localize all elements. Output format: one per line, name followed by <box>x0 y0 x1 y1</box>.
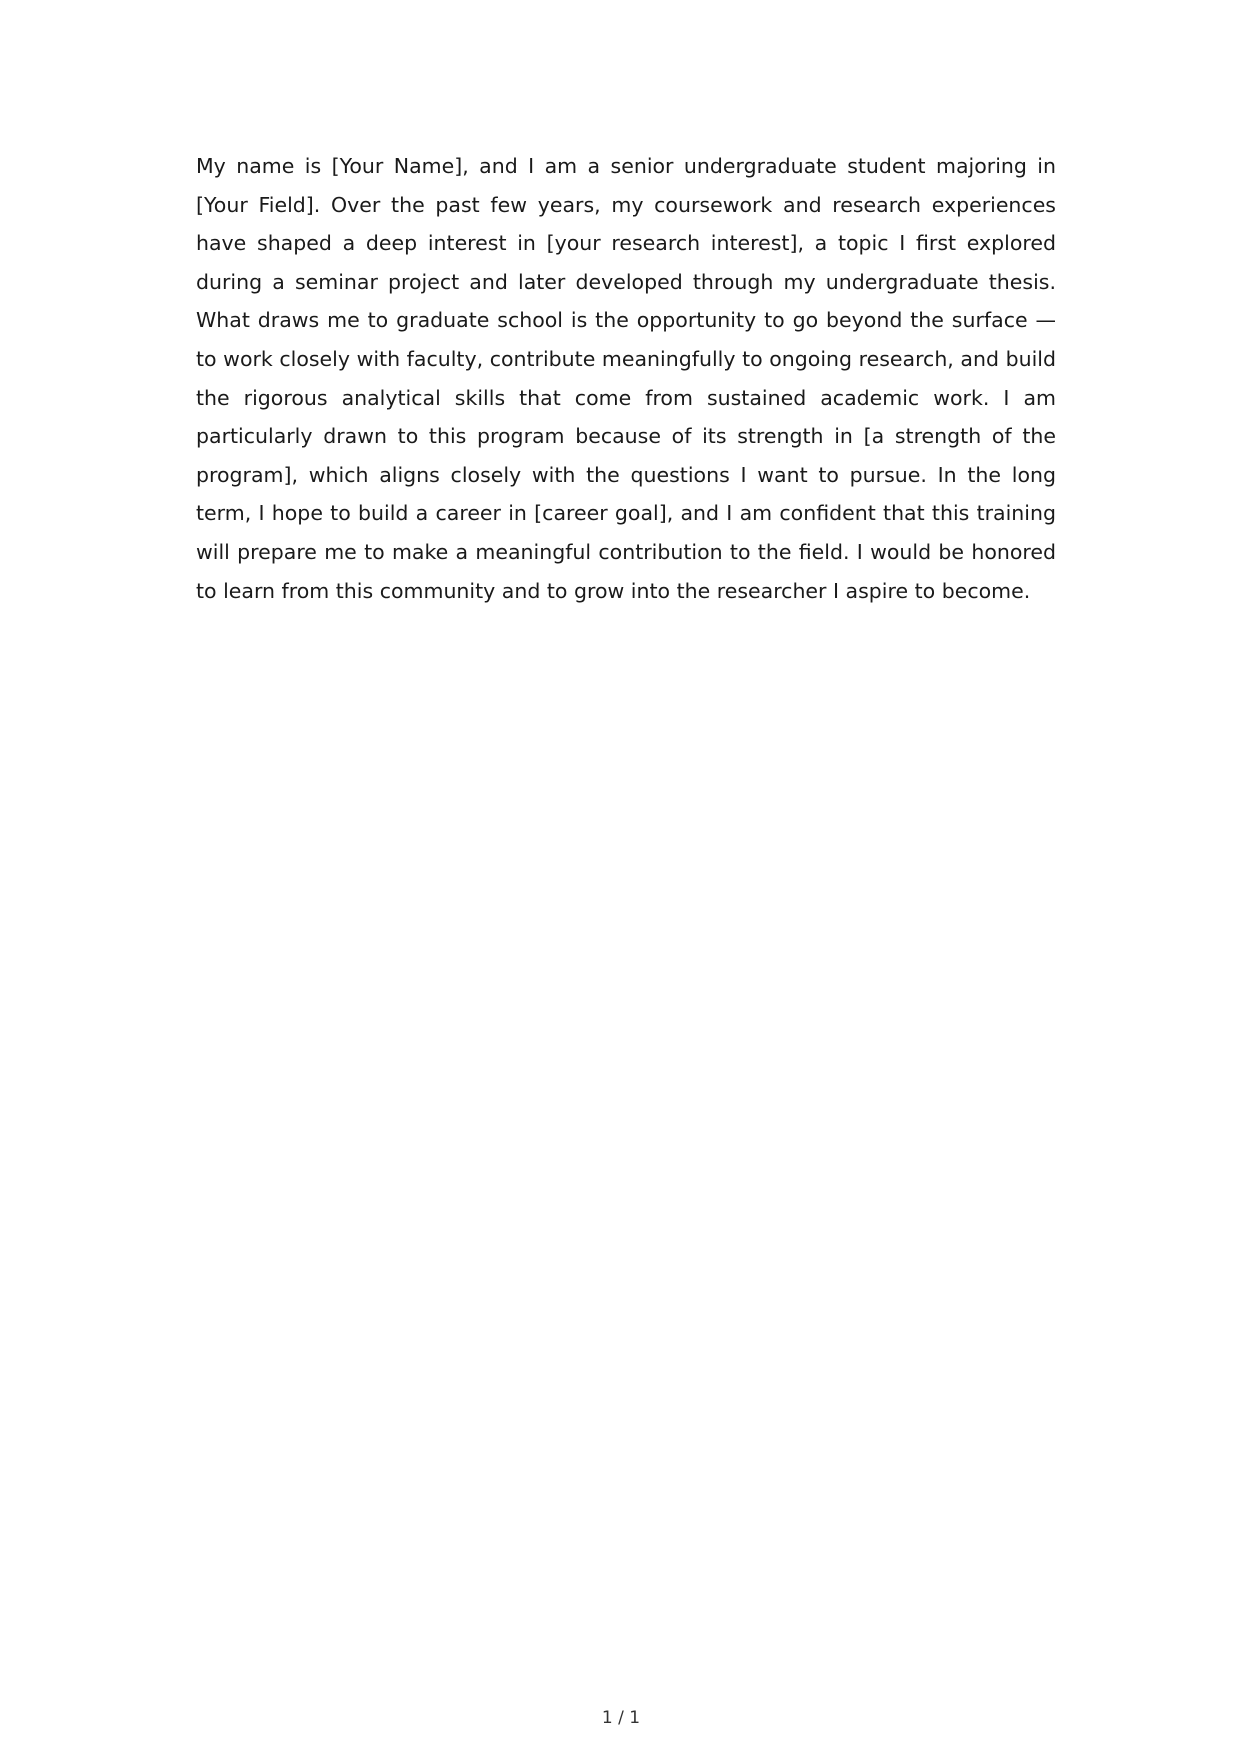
page-number: 1 / 1 <box>601 1708 641 1728</box>
statement-paragraph: My name is [Your Name], and I am a senior undergraduate student majoring in [Your Field]. Over the past few years, my coursework and research experiences have shaped a deep interest in [your research interest], a topic I first explored during a seminar project and later developed through my undergraduate thesis. What draws me to graduate school is the opportunity to go beyond the surface — to work closely with faculty, contribute meaningfully to ongoing research, and build the rigorous analytical skills that come from sustained academic work. I am particularly drawn to this program because of its strength in [a strength of the program], which aligns closely with the questions I want to pursue. In the long term, I hope to build a career in [career goal], and I am confident that this training will prepare me to make a meaningful contribution to the field. I would be honored to learn from this community and to grow into the researcher I aspire to become. <box>196 154 1056 603</box>
